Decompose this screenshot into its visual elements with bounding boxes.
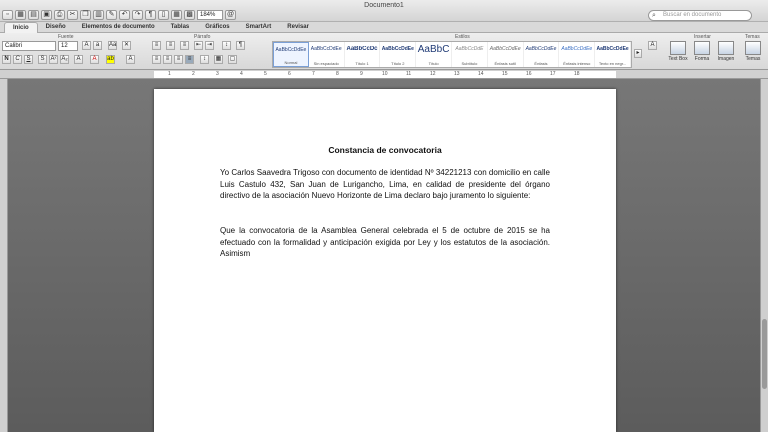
tab-elementos[interactable]: Elementos de documento <box>81 24 155 30</box>
ruler-tick: 9 <box>360 71 363 77</box>
ruler-tick: 1 <box>168 71 171 77</box>
ruler-tick: 15 <box>502 71 508 77</box>
format-painter-icon[interactable]: ✎ <box>106 10 117 20</box>
multilevel-list-icon[interactable]: ≡ <box>180 41 189 50</box>
document-canvas <box>8 79 760 432</box>
text-effects-icon[interactable]: A <box>74 55 83 64</box>
numbering-icon[interactable]: ≡ <box>166 41 175 50</box>
decrease-indent-icon[interactable]: ⇤ <box>195 42 202 48</box>
search-placeholder: Buscar en documento <box>663 12 722 18</box>
underline-icon[interactable]: S <box>24 55 33 64</box>
help-icon[interactable]: @ <box>226 11 235 18</box>
insert-shape[interactable]: Forma <box>690 41 714 62</box>
styles-gallery <box>272 41 632 68</box>
style-titulo-2[interactable]: AaBbCcDdEe Título 2 <box>380 42 416 67</box>
group-label-parrafo: Párrafo <box>194 34 211 40</box>
group-label-insertar: Insertar <box>694 34 711 40</box>
style-enfasis-intenso[interactable]: AaBbCcDdEe Énfasis intenso <box>559 42 595 67</box>
group-label-estilos: Estilos <box>455 34 470 40</box>
search-input[interactable] <box>648 10 752 21</box>
themes-icon <box>745 41 761 55</box>
group-label-temas: Temas <box>745 34 760 40</box>
text-box-color-icon[interactable]: A <box>126 55 135 64</box>
sidebar-icon[interactable]: ▯ <box>158 10 169 20</box>
tab-smartart[interactable]: SmartArt <box>245 24 272 30</box>
ruler-tick: 4 <box>240 71 243 77</box>
style-enfasis[interactable]: AaBbCcDdEe Énfasis <box>524 42 560 67</box>
align-center-icon[interactable]: ≡ <box>163 55 172 64</box>
shrink-font-icon[interactable]: a <box>93 41 102 50</box>
undo-icon[interactable]: ↶ <box>119 10 130 20</box>
open-icon[interactable]: ▤ <box>28 10 39 20</box>
horizontal-ruler[interactable] <box>0 70 768 79</box>
vertical-scrollbar[interactable] <box>760 79 768 432</box>
paragraph-1: Yo Carlos Saavedra Trigoso con documento de identidad Nº 34221213 con domicilio en calle Luis Castulo 432, San Juan de Lurigancho, Lima, en calidad de presidente del órgano directivo de la asociación Nuevo Horizonte de Lima declaro bajo juramento lo siguiente: <box>220 168 550 200</box>
quick-access-toolbar <box>2 9 236 21</box>
shape-icon <box>694 41 710 55</box>
new-document-icon[interactable]: ▫ <box>2 10 13 20</box>
change-case-icon[interactable]: Aa <box>109 42 117 48</box>
paragraph-marks-icon[interactable]: ¶ <box>145 10 156 20</box>
ruler-tick: 8 <box>336 71 339 77</box>
style-subtitulo[interactable]: AaBbCcDdE Subtítulo <box>452 42 488 67</box>
bullets-icon[interactable]: ≡ <box>152 41 161 50</box>
page-title: Constancia de convocatoria <box>328 145 442 155</box>
save-icon[interactable]: ▣ <box>41 10 52 20</box>
style-titulo-1[interactable]: AaBbCcDc Título 1 <box>345 42 381 67</box>
tab-revisar[interactable]: Revisar <box>287 24 309 30</box>
vertical-ruler[interactable] <box>0 79 8 432</box>
ruler-tick: 11 <box>406 71 412 77</box>
clear-format-icon[interactable]: ✕ <box>123 42 130 48</box>
font-size-select[interactable]: 12 <box>58 41 78 51</box>
grow-font-icon[interactable]: A <box>82 41 91 50</box>
bold-icon[interactable]: N <box>2 55 11 64</box>
tab-diseno[interactable]: Diseño <box>45 24 66 30</box>
justify-icon[interactable]: ≡ <box>185 55 194 64</box>
group-label-fuente: Fuente <box>58 34 74 40</box>
insert-image[interactable]: Imagen <box>714 41 738 62</box>
style-titulo[interactable]: AaBbC Título <box>416 42 452 67</box>
themes-button[interactable]: Temas <box>741 41 765 62</box>
toolbox-icon[interactable]: ▩ <box>184 10 195 20</box>
styles-scroll-icon[interactable]: ▸ <box>634 49 642 58</box>
align-right-icon[interactable]: ≡ <box>174 55 183 64</box>
ruler-tick: 17 <box>550 71 556 77</box>
ruler-tick: 3 <box>216 71 219 77</box>
superscript-icon[interactable]: A² <box>50 56 57 62</box>
document-page[interactable] <box>154 89 616 432</box>
copy-icon[interactable]: ❐ <box>80 10 91 20</box>
shading-icon[interactable]: ▦ <box>215 56 222 62</box>
align-left-icon[interactable]: ≡ <box>152 55 161 64</box>
ruler-tick: 5 <box>264 71 267 77</box>
ruler-tick: 10 <box>382 71 388 77</box>
tab-tablas[interactable]: Tablas <box>170 24 190 30</box>
templates-icon[interactable]: ▦ <box>15 10 26 20</box>
line-spacing-icon[interactable]: ↕ <box>200 55 209 64</box>
ruler-tick: 12 <box>430 71 436 77</box>
highlight-icon[interactable]: ab <box>107 56 114 62</box>
sort-icon[interactable]: ↕ <box>222 41 231 50</box>
ruler-tick: 18 <box>574 71 580 77</box>
text-styles-icon[interactable]: A <box>648 41 657 50</box>
image-icon <box>718 41 734 55</box>
ribbon-tabs <box>0 22 768 33</box>
tab-inicio[interactable]: Inicio <box>4 22 38 33</box>
ribbon <box>0 33 768 70</box>
gallery-icon[interactable]: ▦ <box>171 10 182 20</box>
italic-icon[interactable]: C <box>13 55 22 64</box>
style-texto-negrita[interactable]: AaBbCcDdEe Texto en negr... <box>595 42 631 67</box>
insert-textbox[interactable]: Text Box <box>666 41 690 62</box>
ruler-tick: 7 <box>312 71 315 77</box>
style-sin-espaciado[interactable]: AaBbCcDdEe Sin espaciado <box>309 42 345 67</box>
increase-indent-icon[interactable]: ⇥ <box>206 42 213 48</box>
ruler-tick: 6 <box>288 71 291 77</box>
cut-icon[interactable]: ✂ <box>67 10 78 20</box>
subscript-icon[interactable]: A₂ <box>61 56 68 62</box>
ruler-tick: 16 <box>526 71 532 77</box>
paste-icon[interactable]: ▥ <box>93 10 104 20</box>
window-title: Documento1 <box>364 2 404 9</box>
style-enfasis-sutil[interactable]: AaBbCcDdEe Énfasis sutil <box>488 42 524 67</box>
textbox-icon <box>670 41 686 55</box>
redo-icon[interactable]: ↷ <box>132 10 143 20</box>
search-icon: ⌕ <box>652 12 656 19</box>
font-color-icon[interactable]: A <box>90 55 99 64</box>
style-normal[interactable]: AaBbCcDdEe Normal <box>273 42 309 67</box>
print-icon[interactable]: ⎙ <box>54 10 65 20</box>
title-bar <box>0 0 768 22</box>
ruler-tick: 14 <box>478 71 484 77</box>
ruler-tick: 13 <box>454 71 460 77</box>
font-name-select[interactable]: Calibri <box>2 41 56 51</box>
strikethrough-icon[interactable]: S <box>38 55 47 64</box>
scrollbar-thumb[interactable] <box>762 319 767 389</box>
show-marks-icon[interactable]: ¶ <box>236 41 245 50</box>
borders-icon[interactable]: ▢ <box>229 56 236 62</box>
ruler-tick: 2 <box>192 71 195 77</box>
paragraph-2: Que la convocatoria de la Asamblea General celebrada el 5 de octubre de 2015 se ha efectuado con la formalidad y anticipación exigida por Ley y los estatutos de la asociación. Asimism <box>220 226 550 258</box>
tab-graficos[interactable]: Gráficos <box>205 24 230 30</box>
zoom-field[interactable]: 184% <box>197 10 223 20</box>
